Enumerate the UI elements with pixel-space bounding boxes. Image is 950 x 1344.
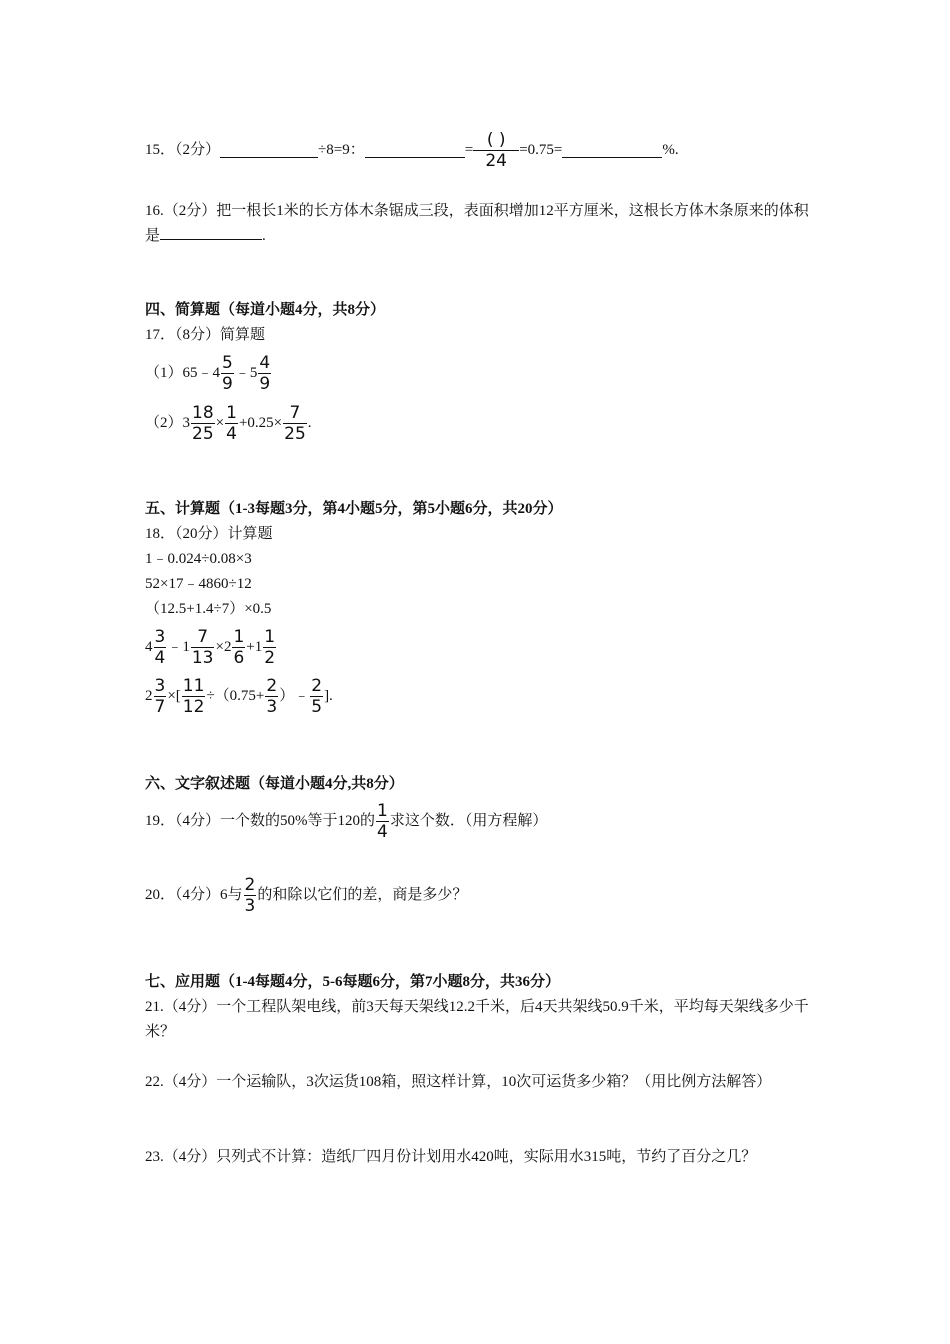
fraction (244, 876, 257, 915)
fraction-denominator: 3 (266, 696, 278, 717)
q15-text: ÷8=9： (318, 142, 365, 158)
fraction-numerator: 1 (226, 402, 237, 423)
expr-text: ）﹣ (279, 688, 310, 704)
expr-text: ×[ (167, 688, 181, 704)
question-23: 23.（4分）只列式不计算：造纸厂四月份计划用水420吨，实际用水315吨，节约了百分之几？ (145, 1149, 757, 1165)
q16-end: . (262, 228, 266, 244)
question-21: 21.（4分）一个工程队架电线，前3天每天架线12.2千米，后4天共架线50.9千米，平均每天架线多少千米？ (145, 999, 809, 1040)
question-17: 17．（8分）简算题 (145, 327, 266, 343)
expression-18-2: 52×17﹣4860÷12 (145, 576, 252, 592)
expression-18-5 (145, 673, 333, 719)
expr-text: ﹣1 (167, 639, 190, 655)
fraction-denominator: 24 (473, 150, 519, 170)
fraction (265, 677, 278, 716)
fraction-numerator: 11 (182, 675, 205, 696)
question-15 (145, 127, 679, 173)
fraction-numerator: 2 (244, 874, 256, 895)
fraction-numerator: 1 (377, 800, 388, 821)
expression-18-3: （12.5+1.4÷7）×0.5 (145, 601, 272, 617)
fraction-denominator: 4 (377, 821, 388, 842)
fraction-numerator: 7 (289, 402, 301, 423)
q15-text: = (464, 142, 474, 158)
expr-text: +1 (246, 639, 263, 655)
fraction-denominator: 9 (259, 373, 271, 394)
fraction-denominator: 12 (182, 696, 205, 717)
fraction-denominator: 9 (222, 373, 233, 394)
fraction-numerator: 1 (264, 626, 276, 647)
expression-18-4 (145, 624, 277, 670)
fraction (310, 677, 323, 716)
fraction-denominator: 25 (192, 423, 214, 444)
fraction-numerator: 1 (233, 626, 245, 647)
fraction (263, 628, 276, 667)
q15-text: %. (662, 142, 679, 158)
question-text: 20．（4分）6与 (145, 887, 243, 903)
fraction-numerator: 5 (222, 352, 233, 373)
fraction (154, 677, 167, 716)
section-5-title: 五、计算题（1-3每题3分，第4小题5分，第5小题6分，共20分） (145, 501, 563, 517)
expression-17-2 (145, 400, 312, 446)
fraction-numerator: 2 (311, 675, 323, 696)
fraction-numerator: 18 (192, 402, 214, 423)
fraction-numerator: 2 (266, 675, 278, 696)
expr-text: . (307, 415, 312, 431)
question-19 (145, 798, 547, 844)
fraction-denominator: 3 (244, 895, 256, 916)
fraction-denominator: 2 (264, 647, 276, 668)
fraction-denominator: 5 (311, 696, 323, 717)
fraction (182, 677, 206, 716)
question-16 (145, 199, 810, 249)
fraction (221, 354, 234, 393)
fraction-denominator: 4 (226, 423, 237, 444)
fraction-denominator: 4 (154, 647, 166, 668)
fraction (232, 628, 245, 667)
fraction (283, 404, 307, 443)
question-20 (145, 872, 467, 918)
expr-text: 4 (145, 639, 153, 655)
section-7-title: 七、应用题（1-4每题4分，5-6每题6分，第7小题8分，共36分） (145, 974, 560, 990)
fraction-numerator: 4 (259, 352, 271, 373)
expr-text: （1）65﹣4 (145, 365, 221, 381)
question-text: 的和除以它们的差，商是多少？ (257, 887, 468, 903)
fraction (474, 131, 518, 170)
expression-17-1 (145, 350, 272, 396)
q16-text: 16.（2分）把一根长1米的长方体木条锯成三段，表面积增加12平方厘米，这根长方体木条原来的体积是 (145, 203, 809, 244)
fraction (191, 628, 215, 667)
fraction-numerator: 7 (197, 626, 209, 647)
expression-18-1: 1﹣0.024÷0.08×3 (145, 551, 252, 567)
q15-text: =0.75= (519, 142, 563, 158)
expr-text: +0.25× (238, 415, 283, 431)
question-text: 求这个数．（用方程解） (389, 813, 548, 829)
question-18: 18．（20分）计算题 (145, 526, 273, 542)
section-6-title: 六、文字叙述题（每道小题4分,共8分） (145, 776, 404, 792)
question-text: 19．（4分）一个数的50%等于120的 (145, 813, 375, 829)
fraction (376, 802, 389, 841)
fraction (191, 404, 215, 443)
fraction-denominator: 13 (191, 647, 214, 668)
fraction-denominator: 6 (233, 647, 245, 668)
expr-text: ÷（0.75+ (206, 688, 265, 704)
expr-text: 2 (145, 688, 153, 704)
answer-blank (220, 143, 318, 158)
expr-text: ﹣5 (234, 365, 258, 381)
expr-text: ×2 (215, 639, 232, 655)
fraction (225, 404, 238, 443)
answer-blank (160, 225, 262, 240)
fraction-denominator: 25 (284, 423, 306, 444)
fraction (258, 354, 271, 393)
fraction-denominator: 7 (154, 696, 166, 717)
q15-label: 15．（2分） (145, 142, 221, 158)
fraction-numerator: ( ) (486, 129, 506, 150)
answer-blank (365, 143, 465, 158)
fraction (154, 628, 167, 667)
expr-text: （2）3 (145, 415, 191, 431)
expr-text: ]. (324, 688, 333, 704)
fraction-numerator: 3 (154, 675, 166, 696)
question-22: 22.（4分）一个运输队，3次运货108箱，照这样计算，10次可运货多少箱？（用比例方法解答） (145, 1074, 772, 1090)
fraction-numerator: 3 (154, 626, 166, 647)
expr-text: × (215, 415, 225, 431)
section-4-title: 四、简算题（每道小题4分，共8分） (145, 302, 386, 318)
answer-blank (562, 143, 662, 158)
